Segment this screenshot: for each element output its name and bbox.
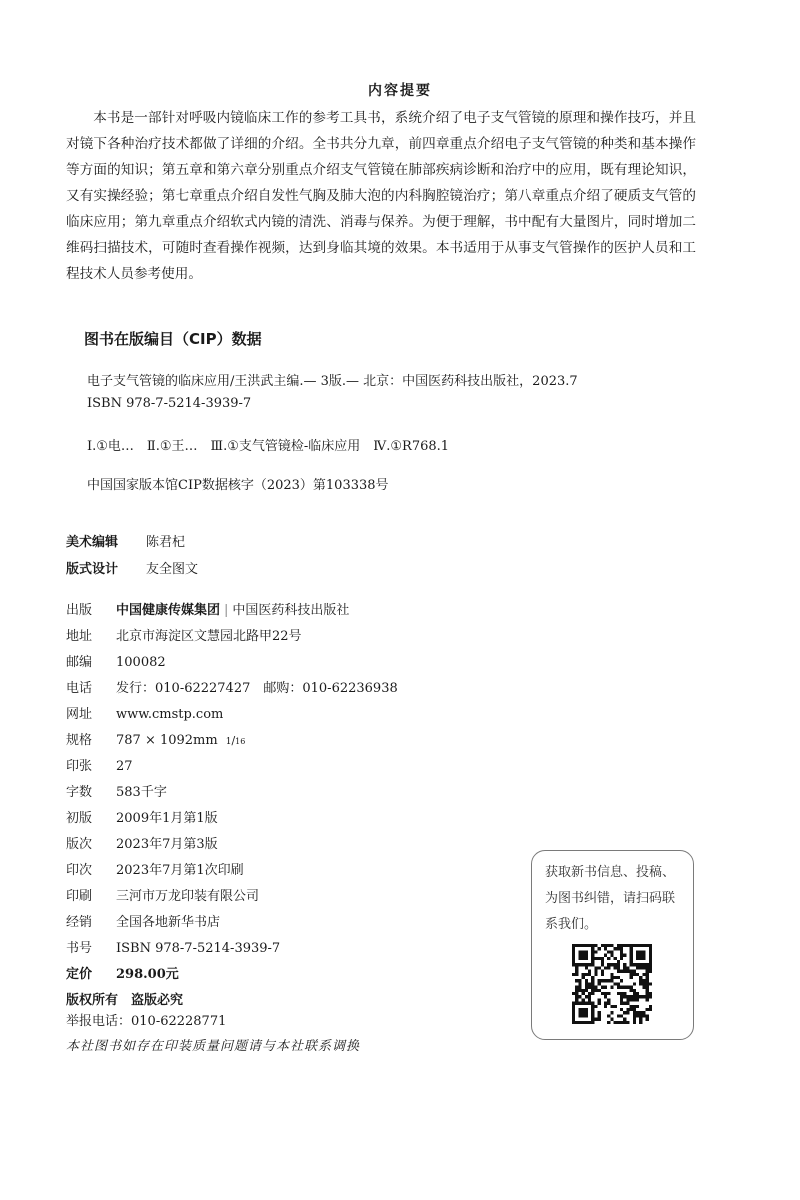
- info-printer: [66, 885, 259, 904]
- info-value: ISBN 978-7-5214-3939-7: [116, 941, 281, 956]
- info-address: [66, 625, 302, 644]
- publisher-name: 中国医药科技出版社: [232, 603, 350, 618]
- cip-line-title: 电子支气管镜的临床应用/王洪武主编.— 3版.— 北京：中国医药科技出版社，2023.7: [87, 374, 578, 389]
- info-publisher: [66, 599, 349, 618]
- info-label: 字数: [66, 785, 93, 800]
- credit-label: 版式设计: [66, 562, 119, 577]
- summary-body: 本书是一部针对呼吸内镜临床工作的参考工具书，系统介绍了电子支气管镜的原理和操作技巧，并且对镜下各种治疗技术都做了详细的介绍。全书共分九章，前四章重点介绍电子支气管镜的种类和基本操作等方面的知识；第五章和第六章分别重点介绍支气管镜在肺部疾病诊断和治疗中的应用，既有理论知识，又有实操经验；第七章重点介绍自发性气胸及肺大泡的内科胸腔镜治疗；第八章重点介绍了硬质支气管的临床应用；第九章重点介绍软式内镜的清洗、消毒与保养。为便于理解，书中配有大量图片，同时增加二维码扫描技术，可随时查看操作视频，达到身临其境的效果。本书适用于从事支气管操作的医护人员和工程技术人员参考使用。: [66, 110, 696, 282]
- info-printing: [66, 859, 244, 878]
- info-value: 27: [116, 759, 133, 774]
- info-format: [66, 729, 245, 748]
- cip-line-record-number: 中国国家版本馆CIP数据核字（2023）第103338号: [87, 478, 389, 493]
- info-value: 787 × 1092mm: [116, 733, 218, 748]
- info-postcode: [66, 651, 166, 670]
- info-isbn: [66, 937, 280, 956]
- info-distributor: [66, 911, 220, 930]
- report-phone: 举报电话：010-62228771: [66, 1014, 227, 1029]
- info-label: 邮编: [66, 655, 93, 670]
- copyright-notice: 版权所有 盗版必究: [66, 993, 184, 1008]
- info-price: [66, 963, 179, 982]
- info-website: [66, 703, 223, 722]
- info-words: [66, 781, 167, 800]
- info-value: 2009年1月第1版: [116, 811, 218, 826]
- info-label: 地址: [66, 629, 93, 644]
- format-fraction-numerator: 1: [225, 737, 232, 747]
- info-label: 规格: [66, 733, 93, 748]
- info-first-edition: [66, 807, 218, 826]
- info-edition: [66, 833, 218, 852]
- info-value: 100082: [116, 655, 166, 670]
- info-label: 定价: [66, 967, 93, 982]
- info-label: 印张: [66, 759, 93, 774]
- summary-title: 内容提要: [368, 83, 432, 99]
- credit-layout-design: [66, 558, 198, 577]
- info-copyright: [66, 989, 183, 1008]
- format-fraction-slash: /: [231, 734, 236, 747]
- credit-label: 美术编辑: [66, 535, 119, 550]
- info-value: 298.00元: [116, 967, 179, 982]
- info-value: 三河市万龙印装有限公司: [116, 889, 260, 904]
- format-fraction-denominator: 16: [235, 737, 246, 746]
- info-label: 印刷: [66, 889, 93, 904]
- credit-value: 友全图文: [146, 562, 199, 577]
- info-label: 初版: [66, 811, 93, 826]
- info-phone: [66, 677, 398, 696]
- info-value: 583千字: [116, 785, 167, 800]
- quality-note: 本社图书如存在印装质量问题请与本社联系调换: [66, 1039, 361, 1054]
- publisher-separator: |: [224, 603, 229, 618]
- info-value: 北京市海淀区文慧园北路甲22号: [116, 629, 302, 644]
- info-label: 出版: [66, 603, 93, 618]
- info-value: 全国各地新华书店: [116, 915, 221, 930]
- info-label: 版次: [66, 837, 93, 852]
- info-label: 书号: [66, 941, 93, 956]
- info-value: 发行：010-62227427 邮购：010-62236938: [116, 681, 398, 696]
- info-label: 经销: [66, 915, 93, 930]
- credit-value: 陈君杞: [146, 535, 186, 550]
- info-label: 电话: [66, 681, 93, 696]
- info-label: 印次: [66, 863, 93, 878]
- cip-line-isbn: ISBN 978-7-5214-3939-7: [87, 396, 252, 411]
- publisher-group: 中国健康传媒集团: [116, 603, 221, 618]
- qr-callout-text: 获取新书信息、投稿、为图书纠错，请扫码联系我们。: [545, 865, 676, 932]
- info-value: 2023年7月第1次印刷: [116, 863, 244, 878]
- info-sheets: [66, 755, 133, 774]
- info-label: 网址: [66, 707, 93, 722]
- qr-code-icon[interactable]: [572, 944, 652, 1024]
- info-report: [66, 1010, 226, 1029]
- cip-line-classification: Ⅰ.①电… Ⅱ.①王… Ⅲ.①支气管镜检-临床应用 Ⅳ.①R768.1: [87, 439, 450, 454]
- cip-heading: 图书在版编目（CIP）数据: [84, 330, 262, 348]
- credit-art-editor: [66, 531, 185, 550]
- info-value: 2023年7月第3版: [116, 837, 218, 852]
- info-value: www.cmstp.com: [116, 707, 224, 722]
